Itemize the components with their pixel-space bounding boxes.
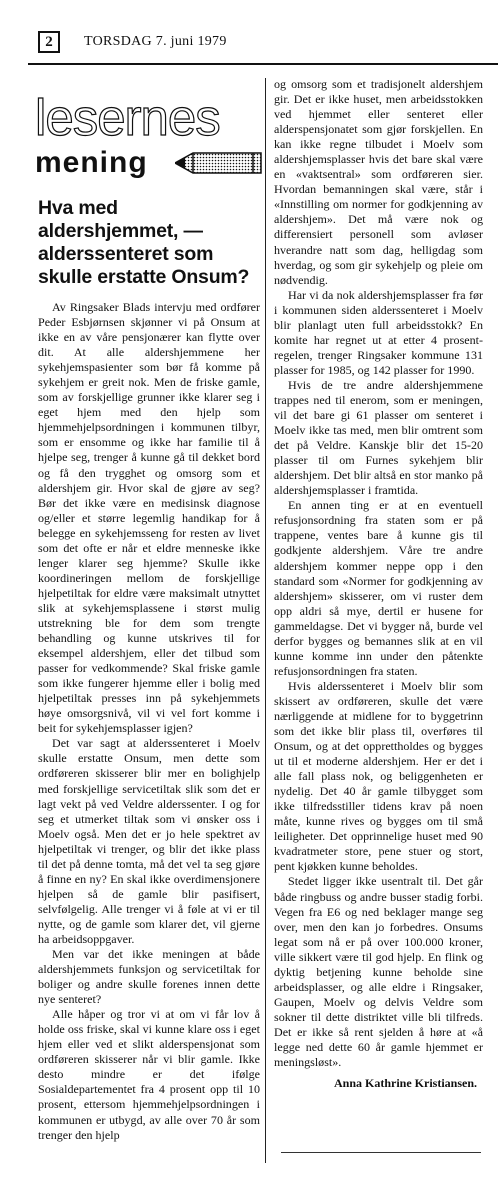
- paragraph: Men var det ikke meningen at både aldershjemmets funksjon og servicetiltak for boliger og andre skulle forenes innen dette nye senteret?: [38, 947, 260, 1007]
- column-logo: [27, 89, 263, 184]
- paragraph: Alle håper og tror vi at om vi får lov å holde oss friske, skal vi kunne klare oss i eget hjem eller ved et slikt alderspensjonat som ordføreren skisserer når vi blir gamle. Ikke desto mindre er det ifølge Sosialdepartementet fra 4 prosent opp til 10 prosent, ettersom hjemmehjelpsordningen i kommunen er utbygd, av alle over 70 år som trenger den hjelp: [38, 1007, 260, 1142]
- paragraph: Det var sagt at alderssenteret i Moelv skulle erstatte Onsum, men dette som ordføreren skisserer blir mer en bolighjelp med forskjellige servicetiltak slik som det er lagt vekt på ved Veldre alderssenter. I og for seg et utmerket tiltak som vi ønsker oss i Moelv også. Men det er jo hele spektret av hjelpetiltak vi trenger, og blir det ikke plass til det på denne tomta, må det vel ta seg gjøre å finne en ny? En skal ikke overdimensjonere hjelpen så de gamle blir pasifisert, selvfølgelig. Alle trenger vi å føle at vi er til nytte, og de gamle som klarer det, vil gjerne ha arbeidsoppgaver.: [38, 736, 260, 946]
- pencil-icon: [175, 150, 263, 176]
- paragraph: Har vi da nok aldershjemsplasser fra før i kommunen siden alderssenteret i Moelv blir planlagt uten full arbeidsstokk? En komite har regnet ut at etter 4 prosent-regelen, trenger Ringsaker kommune 131 plasser for 1985, og 142 plasser for 1990.: [274, 287, 483, 377]
- logo-top-word: lesernes: [35, 89, 220, 146]
- author-signature: Anna Kathrine Kristiansen.: [333, 1076, 477, 1091]
- paragraph: Av Ringsaker Blads intervju med ordfører Peder Esbjørnsen skjønner vi på Onsum at ikke en av våre pensjonærer kan flytte over dit. At alle aldershjemmene her sykehjemspasienter som bør få komme på sykehjem er greit nok. Men de friske gamle, som av forskjellige grunner ikke klarer seg i eget hjem med den hjelp som hjemmehjelpsordningen i kommunen tilbyr, som er ensomme og ikke har familie til å hjelpe seg, trenger å kunne gå til dekket bord og få den trygghet og omsorg som et aldershjem gir. Hvor skal de gjøre av seg? Bør det ikke være en medisinsk diagnose og/eller et større legemlig handikap for å belegge en sykehjemsseng for resten av livet som det ofte er når et eldre menneske ikke lenger klarer seg hjemme? Skulle ikke koordineringen mellom de forskjellige hjelpetiltak for eldre være maksimalt utnyttet slik at sykehjemsplassene i størst mulig utstrekning ble for dem som trengte behandling og kunne utskrives til for eksempel aldershjem, eller det tilbud som passer for vedkommende? Skal friske gamle som ikke fungerer hjemme eller i bolig med hjelpetiltak presses inn på sykehjemmets høye omsorgsnivå, vil vi vel fort komme i beit for sykehjemsplasser igjen?: [38, 300, 260, 736]
- header-rule: [28, 63, 498, 65]
- paragraph: En annen ting er at en eventuell refusjonsordning fra staten som er på trappene, ventes bare å kunne gis til godkjente aldershjem. Våre tre andre aldershjem kommer neppe opp i den standard som «Normer for godkjenning av aldershjem» skisserer, om vi ruster dem opp aldri så mye, dertil er husene for gammeldagse. Det vi bygger nå, burde vel derfor bygges og bemannes slik at en vil kunne komme inn under den påtenkte refusjonsordningen fra staten.: [274, 498, 483, 678]
- column-rule: [265, 78, 266, 1163]
- paragraph: og omsorg som et tradisjonelt aldershjem gir. Det er ikke huset, men arbeidsstokken ved hjemmet eller senteret eller alderspensjonatet som gjør forskjellen. En kan ikke regne tilbudet i Moelv som aldershjemsplasser hvis det bare skal være en «vaktsentral» som ordføreren sier. Hvordan bemanningen skal være, står i «Innstilling om normer for godkjenning av aldershjem». Det må være nok og differensiert personell som avløser hverandre natt som dag, helligdag som hverdag, og som gir sykehjelp og pleie om nødvendig.: [274, 77, 483, 287]
- article-headline: Hva med aldershjemmet, — alderssenteret som skulle erstatte Onsum?: [38, 197, 250, 288]
- dateline: TORSDAG 7. juni 1979: [84, 34, 227, 49]
- article-column-right: [274, 77, 483, 1091]
- paragraph: Hvis de tre andre aldershjemmene trappes ned til enerom, som er meningen, vil det bare gi 61 plasser om senteret i Moelv ikke tas med, men blir omtrent som det på Veldre. Kanskje blir det 15-20 plasser til om Furnes sykehjem blir aldershjem. Det blir altså en stor manko på aldershjemsplasser i framtida.: [274, 377, 483, 498]
- paragraph: Hvis alderssenteret i Moelv blir som skissert av ordføreren, skulle det være nærliggende at midlene for to byggetrinn som det ikke blir plass til, overføres til Onsum, og at det opprettholdes og bygges ut til et moderne aldershjem. Her er det i alle fall plass nok, og beliggenheten er nydelig. Det 40 år gamle tilbygget som ikke tilfredsstiller tidens krav på noen måte, kunne rives og bygges om til små leiligheter. Det opprinnelige huset med 90 kvadratmeter store, pene stuer og stort, pent kjøkken kunne beholdes.: [274, 678, 483, 874]
- page-number: 2: [38, 31, 60, 53]
- article-column-left: [38, 300, 260, 1143]
- paragraph: Stedet ligger ikke usentralt til. Det går både ringbuss og andre busser stadig forbi. Vegen fra E6 og ned beklager mange seg over, men den kan jo forbedres. Onsums legat som nå er på over 100.000 kroner, ville sikkert være til god hjelp. En flink og dyktig betjening kunne beholde sine arbeidsplasser, og alle eldre i Ringsaker, Gaupen, Moelv og delvis Veldre som sokner til dette distriktet ville bli tilfreds. Det er ikke så rent sjelden å høre at «å legge ned dette 60 år gamle hjemmet er meningsløst».: [274, 874, 483, 1070]
- logo-bottom-word: mening: [35, 146, 148, 179]
- footer-rule: [281, 1152, 481, 1153]
